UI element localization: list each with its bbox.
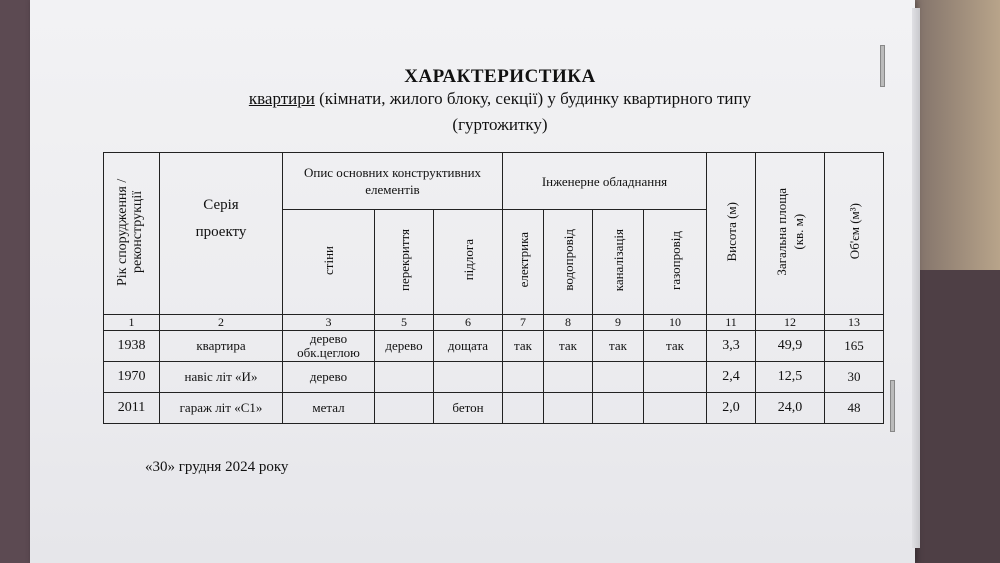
cell-volume: 165 [825,331,884,362]
header-water: водопровід [544,210,593,315]
column-number: 9 [593,315,644,331]
header-sewer: каналізація [593,210,644,315]
document-title: ХАРАКТЕРИСТИКА [404,66,596,87]
cell-floors: бетон [434,393,503,424]
header-floors: підлога [434,210,503,315]
cell-water [544,362,593,393]
cell-ceilings: дерево [375,331,434,362]
cell-year: 1970 [104,362,160,393]
cell-height: 2,4 [707,362,756,393]
header-area: Загальна площа (кв. м) [756,153,825,315]
cell-height: 2,0 [707,393,756,424]
cell-series: навіс літ «И» [160,362,283,393]
cell-sewer [593,362,644,393]
cell-gas [644,393,707,424]
header-gas: газопровід [644,210,707,315]
cell-series: гараж літ «С1» [160,393,283,424]
cell-floors [434,362,503,393]
cell-area: 24,0 [756,393,825,424]
column-number: 5 [375,315,434,331]
header-walls: стіни [283,210,375,315]
column-number: 7 [503,315,544,331]
cell-floors: дощата [434,331,503,362]
characteristics-table [103,152,884,424]
column-number: 12 [756,315,825,331]
header-structural-group: Опис основних конструктивних елементів [283,153,503,210]
header-series: Серія проекту [160,153,283,315]
column-number: 10 [644,315,707,331]
subtitle-underlined: квартири [248,89,315,108]
cell-volume: 48 [825,393,884,424]
cell-gas: так [644,331,707,362]
cell-electric [503,393,544,424]
header-year: Рік спорудження / реконструкції [104,153,160,315]
column-number: 2 [160,315,283,331]
column-number: 11 [707,315,756,331]
column-number: 3 [283,315,375,331]
header-volume: Об'єм (м³) [825,153,884,315]
cell-year: 2011 [104,393,160,424]
cell-walls: дерево обк.цеглою [283,331,375,362]
cell-water: так [544,331,593,362]
document-date: «30» грудня 2024 року [145,459,289,475]
column-number: 13 [825,315,884,331]
column-numbers-row [104,315,884,331]
table-row [104,393,884,424]
table-row [104,331,884,362]
header-engineering-group: Інженерне обладнання [503,153,707,210]
cell-electric: так [503,331,544,362]
cell-ceilings [375,393,434,424]
cell-sewer: так [593,331,644,362]
cell-sewer [593,393,644,424]
cell-area: 49,9 [756,331,825,362]
cell-year: 1938 [104,331,160,362]
background-fabric [910,270,1000,563]
cell-volume: 30 [825,362,884,393]
cell-walls: дерево [283,362,375,393]
header-electric: електрика [503,210,544,315]
column-number: 1 [104,315,160,331]
cell-area: 12,5 [756,362,825,393]
column-number: 6 [434,315,503,331]
header-ceilings: перекриття [375,210,434,315]
subtitle-rest: (кімнати, жилого блоку, секції) у будинку квартирного типу [314,89,752,108]
binding-staple [890,380,895,432]
cell-height: 3,3 [707,331,756,362]
cell-ceilings [375,362,434,393]
cell-gas [644,362,707,393]
document-subtitle [0,89,1000,109]
column-number: 8 [544,315,593,331]
cell-electric [503,362,544,393]
cell-walls: метал [283,393,375,424]
cell-water [544,393,593,424]
header-height: Висота (м) [707,153,756,315]
document-subtitle-line2: (гуртожитку) [452,115,548,134]
table-row [104,362,884,393]
cell-series: квартира [160,331,283,362]
